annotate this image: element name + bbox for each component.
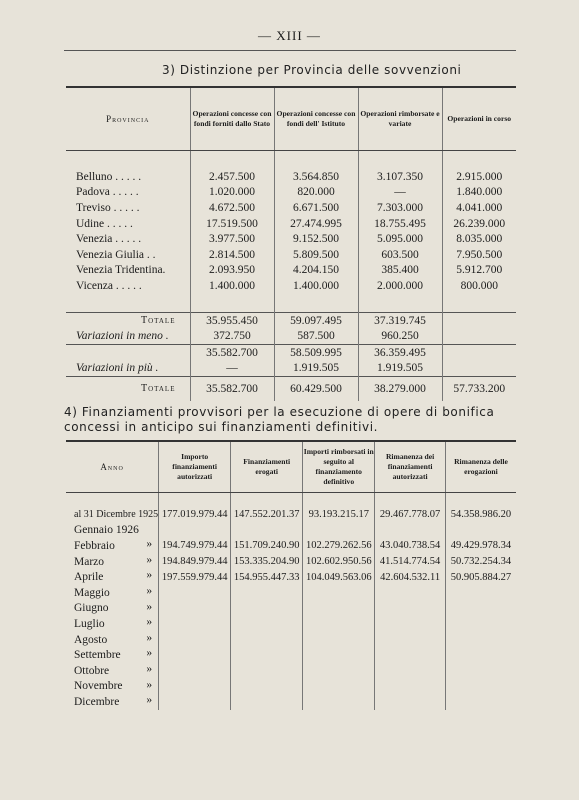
value-stato: 2.814.500 xyxy=(190,247,274,263)
totale-final-label: Totale xyxy=(66,377,190,401)
province-row xyxy=(66,247,516,263)
year-row xyxy=(66,507,516,523)
header-rimborsati: Importi rimborsati in seguito al finanziamento definitivo xyxy=(303,441,375,493)
var-piu-c2: 1.919.505 xyxy=(274,361,358,377)
header-rimborsate: Operazioni rimborsate e variate xyxy=(358,87,442,151)
header-anno: Anno xyxy=(66,441,159,493)
ditto-mark: » xyxy=(146,584,153,597)
subtot-c2: 58.509.995 xyxy=(274,344,358,360)
header-istituto: Operazioni concesse con fondi dell' Istituto xyxy=(274,87,358,151)
value-in-corso: 7.950.500 xyxy=(442,247,516,263)
province-table xyxy=(66,86,516,401)
period-cell xyxy=(66,538,159,554)
value-rimborsati xyxy=(303,585,375,601)
financing-table-body xyxy=(66,493,516,710)
value-rimborsate: — xyxy=(358,185,442,201)
value-rimborsati: 104.049.563.06 xyxy=(303,569,375,585)
period-label: Dicembre xyxy=(74,695,120,708)
province-label: Padova . . . . . xyxy=(76,186,139,199)
value-in-corso: 2.915.000 xyxy=(442,169,516,185)
value-autorizzati xyxy=(159,694,231,710)
top-rule xyxy=(64,50,516,51)
totale-final-c1: 35.582.700 xyxy=(190,377,274,401)
header-rimanenza-erogazioni: Rimanenza delle erogazioni xyxy=(445,441,516,493)
period-label: Settembre xyxy=(74,649,121,662)
value-stato: 1.400.000 xyxy=(190,278,274,294)
financing-table xyxy=(66,440,516,710)
value-rimanenza-erogazioni xyxy=(445,616,516,632)
value-autorizzati xyxy=(159,585,231,601)
empty-cell xyxy=(66,344,190,360)
totale-final-c3: 38.279.000 xyxy=(358,377,442,401)
value-rimborsati: 102.279.262.56 xyxy=(303,538,375,554)
value-rimanenza-autorizzati: 42.604.532.11 xyxy=(375,569,446,585)
value-stato: 17.519.500 xyxy=(190,216,274,232)
value-rimanenza-autorizzati xyxy=(375,601,446,617)
period-label: Luglio xyxy=(74,617,105,630)
period-label: Giugno xyxy=(74,602,109,615)
value-rimborsati: 93.193.215.17 xyxy=(303,507,375,523)
year-row xyxy=(66,585,516,601)
value-rimborsate: 18.755.495 xyxy=(358,216,442,232)
year-row xyxy=(66,616,516,632)
value-istituto: 1.400.000 xyxy=(274,278,358,294)
province-table-totals xyxy=(66,312,516,400)
value-autorizzati: 194.749.979.44 xyxy=(159,538,231,554)
period-label: Marzo xyxy=(74,555,105,568)
period-cell xyxy=(66,694,159,710)
value-stato: 2.093.950 xyxy=(190,263,274,279)
value-istituto: 27.474.995 xyxy=(274,216,358,232)
ditto-mark: » xyxy=(146,694,153,707)
value-autorizzati xyxy=(159,523,231,539)
period-label: al 31 Dicembre 1925 xyxy=(74,509,159,521)
empty-cell xyxy=(190,294,274,313)
ditto-mark: » xyxy=(146,662,153,675)
var-piu-c3: 1.919.505 xyxy=(358,361,442,377)
period-cell xyxy=(66,679,159,695)
value-rimanenza-autorizzati xyxy=(375,694,446,710)
header-autorizzati: Importo finanziamenti autorizzati xyxy=(159,441,231,493)
year-row xyxy=(66,694,516,710)
value-stato: 3.977.500 xyxy=(190,231,274,247)
value-erogati: 154.955.447.33 xyxy=(231,569,303,585)
value-erogati xyxy=(231,679,303,695)
value-rimanenza-erogazioni xyxy=(445,663,516,679)
empty-cell xyxy=(358,294,442,313)
province-row xyxy=(66,200,516,216)
value-erogati xyxy=(231,694,303,710)
header-rimanenza-autorizzati: Rimanenza dei finanziamenti autorizzati xyxy=(375,441,446,493)
value-autorizzati xyxy=(159,663,231,679)
year-row xyxy=(66,523,516,539)
value-autorizzati xyxy=(159,647,231,663)
year-row xyxy=(66,663,516,679)
value-rimborsati xyxy=(303,632,375,648)
value-autorizzati xyxy=(159,632,231,648)
variazioni-piu-label: Variazioni in più . xyxy=(76,362,159,375)
value-rimanenza-erogazioni xyxy=(445,647,516,663)
ditto-mark: » xyxy=(146,569,153,582)
period-cell xyxy=(66,507,159,523)
value-erogati xyxy=(231,616,303,632)
period-label: Ottobre xyxy=(74,664,110,677)
value-rimanenza-autorizzati xyxy=(375,647,446,663)
value-autorizzati xyxy=(159,616,231,632)
spacer-row xyxy=(66,294,516,313)
value-stato: 2.457.500 xyxy=(190,169,274,185)
value-rimanenza-erogazioni: 50.905.884.27 xyxy=(445,569,516,585)
value-istituto: 9.152.500 xyxy=(274,231,358,247)
value-autorizzati: 177.019.979.44 xyxy=(159,507,231,523)
period-label: Novembre xyxy=(74,680,123,693)
year-row xyxy=(66,538,516,554)
financing-table-header xyxy=(66,441,516,493)
period-cell xyxy=(66,569,159,585)
value-rimanenza-erogazioni xyxy=(445,694,516,710)
value-erogati xyxy=(231,632,303,648)
value-autorizzati: 197.559.979.44 xyxy=(159,569,231,585)
page-number: — XIII — xyxy=(258,28,321,43)
empty-cell xyxy=(442,344,516,360)
value-autorizzati xyxy=(159,601,231,617)
ditto-mark: » xyxy=(146,616,153,629)
value-rimborsate: 5.095.000 xyxy=(358,231,442,247)
empty-cell xyxy=(442,361,516,377)
value-istituto: 820.000 xyxy=(274,185,358,201)
period-label: Maggio xyxy=(74,586,110,599)
province-table-body xyxy=(66,151,516,313)
year-row xyxy=(66,632,516,648)
value-rimanenza-erogazioni xyxy=(445,585,516,601)
value-rimanenza-erogazioni xyxy=(445,632,516,648)
province-label: Vicenza . . . . . xyxy=(76,279,142,292)
value-rimanenza-autorizzati xyxy=(375,585,446,601)
spacer-row xyxy=(66,151,516,170)
totale-c1: 35.955.450 xyxy=(190,312,274,328)
year-row xyxy=(66,554,516,570)
province-row xyxy=(66,263,516,279)
province-label: Treviso . . . . . xyxy=(76,201,140,214)
value-rimanenza-autorizzati xyxy=(375,632,446,648)
province-table-header xyxy=(66,87,516,151)
value-stato: 4.672.500 xyxy=(190,200,274,216)
value-autorizzati: 194.849.979.44 xyxy=(159,554,231,570)
province-label: Udine . . . . . xyxy=(76,217,133,230)
value-rimanenza-erogazioni xyxy=(445,679,516,695)
ditto-mark: » xyxy=(146,538,153,551)
var-meno-c1: 372.750 xyxy=(190,328,274,344)
period-cell xyxy=(66,601,159,617)
value-in-corso: 800.000 xyxy=(442,278,516,294)
empty-cell xyxy=(442,328,516,344)
year-row xyxy=(66,679,516,695)
value-rimborsati xyxy=(303,616,375,632)
province-row xyxy=(66,278,516,294)
value-in-corso: 8.035.000 xyxy=(442,231,516,247)
value-rimanenza-autorizzati: 41.514.774.54 xyxy=(375,554,446,570)
ditto-mark: » xyxy=(146,553,153,566)
value-autorizzati xyxy=(159,679,231,695)
value-rimanenza-autorizzati: 43.040.738.54 xyxy=(375,538,446,554)
variazioni-meno-label: Variazioni in meno . xyxy=(76,330,169,343)
value-rimborsati xyxy=(303,647,375,663)
period-label: Gennaio 1926 xyxy=(74,524,139,537)
period-cell xyxy=(66,632,159,648)
period-cell xyxy=(66,647,159,663)
header-provincia: Provincia xyxy=(66,87,190,151)
value-rimanenza-erogazioni xyxy=(445,601,516,617)
ditto-mark: » xyxy=(146,631,153,644)
var-meno-c3: 960.250 xyxy=(358,328,442,344)
ditto-mark: » xyxy=(146,647,153,660)
value-erogati xyxy=(231,647,303,663)
value-stato: 1.020.000 xyxy=(190,185,274,201)
variazioni-piu-row xyxy=(66,361,516,377)
value-in-corso: 26.239.000 xyxy=(442,216,516,232)
totale-final-row xyxy=(66,377,516,401)
value-rimanenza-erogazioni xyxy=(445,523,516,539)
period-label: Febbraio xyxy=(74,539,115,552)
empty-cell xyxy=(442,312,516,328)
var-piu-c1: — xyxy=(190,361,274,377)
province-label: Belluno . . . . . xyxy=(76,170,142,183)
value-erogati: 151.709.240.90 xyxy=(231,538,303,554)
value-erogati: 153.335.204.90 xyxy=(231,554,303,570)
header-erogati: Finanziamenti erogati xyxy=(231,441,303,493)
ditto-mark: » xyxy=(146,600,153,613)
year-row xyxy=(66,647,516,663)
subtot-c3: 36.359.495 xyxy=(358,344,442,360)
variazioni-meno-row xyxy=(66,328,516,344)
totale-row xyxy=(66,312,516,328)
province-row xyxy=(66,216,516,232)
ditto-mark: » xyxy=(146,678,153,691)
province-label: Venezia Tridentina. xyxy=(76,264,166,277)
value-rimanenza-autorizzati: 29.467.778.07 xyxy=(375,507,446,523)
totale-c3: 37.319.745 xyxy=(358,312,442,328)
value-rimborsate: 2.000.000 xyxy=(358,278,442,294)
period-label: Aprile xyxy=(74,571,104,584)
value-rimanenza-erogazioni: 50.732.254.34 xyxy=(445,554,516,570)
totale-final-c2: 60.429.500 xyxy=(274,377,358,401)
value-erogati xyxy=(231,663,303,679)
value-rimborsati xyxy=(303,679,375,695)
spacer-row xyxy=(66,493,516,508)
value-rimborsate: 7.303.000 xyxy=(358,200,442,216)
value-istituto: 6.671.500 xyxy=(274,200,358,216)
value-rimborsate: 385.400 xyxy=(358,263,442,279)
totale-c2: 59.097.495 xyxy=(274,312,358,328)
period-cell xyxy=(66,554,159,570)
value-rimanenza-autorizzati xyxy=(375,663,446,679)
value-rimanenza-erogazioni: 54.358.986.20 xyxy=(445,507,516,523)
subtot-c1: 35.582.700 xyxy=(190,344,274,360)
province-row xyxy=(66,185,516,201)
value-rimanenza-erogazioni: 49.429.978.34 xyxy=(445,538,516,554)
province-label: Venezia Giulia . . xyxy=(76,248,156,261)
value-in-corso: 4.041.000 xyxy=(442,200,516,216)
value-rimborsati: 102.602.950.56 xyxy=(303,554,375,570)
period-cell xyxy=(66,523,159,539)
value-rimanenza-autorizzati xyxy=(375,679,446,695)
empty-cell xyxy=(442,294,516,313)
header-stato: Operazioni concesse con fondi forniti dallo Stato xyxy=(190,87,274,151)
value-rimborsati xyxy=(303,523,375,539)
section-3-title: 3) Distinzione per Provincia delle sovvenzioni xyxy=(162,63,462,77)
var-meno-c2: 587.500 xyxy=(274,328,358,344)
value-rimborsate: 603.500 xyxy=(358,247,442,263)
period-cell xyxy=(66,616,159,632)
value-erogati xyxy=(231,601,303,617)
province-row xyxy=(66,231,516,247)
value-istituto: 3.564.850 xyxy=(274,169,358,185)
period-cell xyxy=(66,663,159,679)
period-label: Agosto xyxy=(74,633,108,646)
totale-final-c4: 57.733.200 xyxy=(442,377,516,401)
period-cell xyxy=(66,585,159,601)
value-istituto: 4.204.150 xyxy=(274,263,358,279)
value-in-corso: 5.912.700 xyxy=(442,263,516,279)
totale-label: Totale xyxy=(66,312,190,328)
year-row xyxy=(66,569,516,585)
province-label: Venezia . . . . . xyxy=(76,233,142,246)
header-in-corso: Operazioni in corso xyxy=(442,87,516,151)
section-4-title: 4) Finanziamenti provvisori per la esecuzione di opere di bonifica concessi in anticipo sui finanziamenti definitivi. xyxy=(64,405,495,434)
value-in-corso: 1.840.000 xyxy=(442,185,516,201)
year-row xyxy=(66,601,516,617)
province-row xyxy=(66,169,516,185)
value-erogati xyxy=(231,523,303,539)
value-istituto: 5.809.500 xyxy=(274,247,358,263)
empty-cell xyxy=(66,294,190,313)
value-erogati xyxy=(231,585,303,601)
value-rimborsate: 3.107.350 xyxy=(358,169,442,185)
value-rimborsati xyxy=(303,694,375,710)
value-rimanenza-autorizzati xyxy=(375,616,446,632)
value-rimanenza-autorizzati xyxy=(375,523,446,539)
value-erogati: 147.552.201.37 xyxy=(231,507,303,523)
subtotal-row xyxy=(66,344,516,360)
value-rimborsati xyxy=(303,663,375,679)
empty-cell xyxy=(274,294,358,313)
value-rimborsati xyxy=(303,601,375,617)
